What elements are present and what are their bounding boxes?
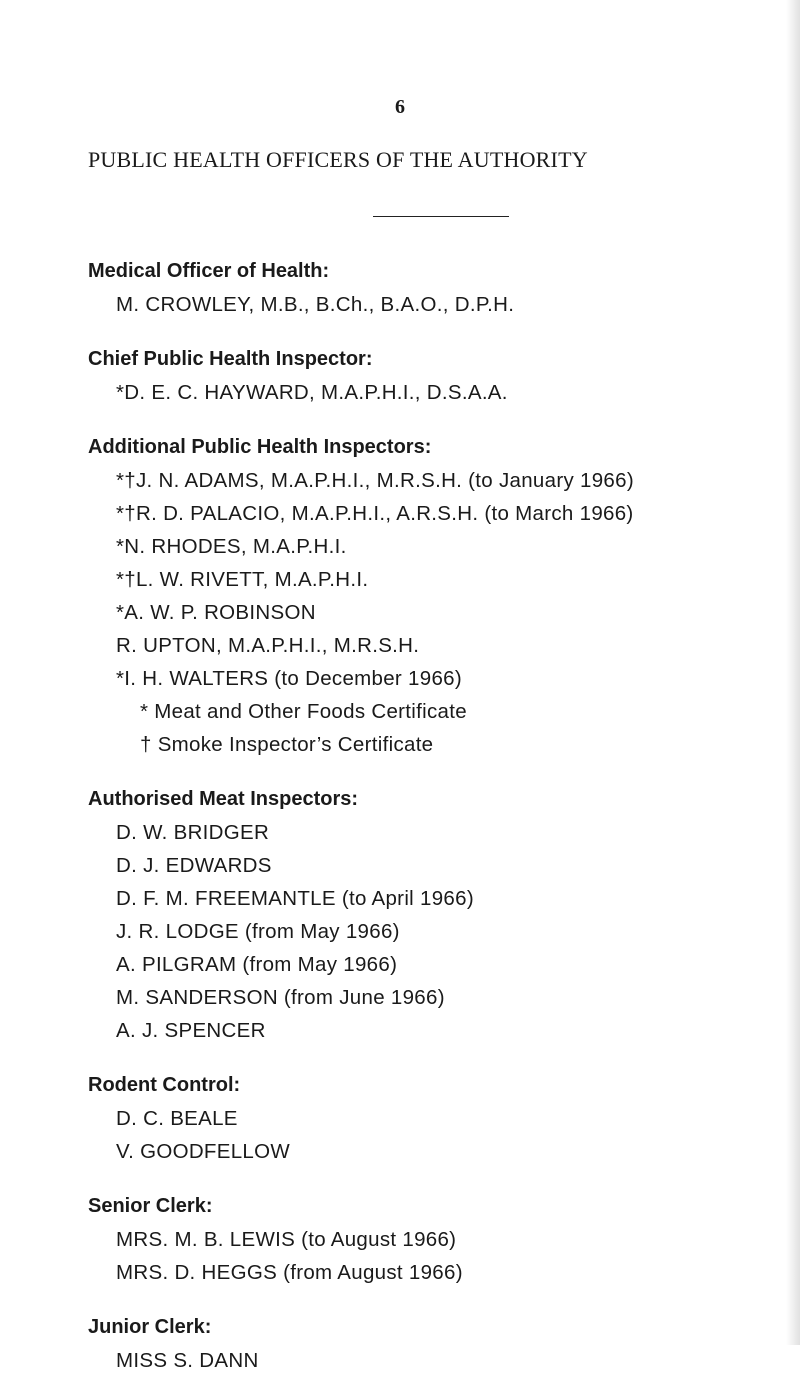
footnote-smoke-certificate: † Smoke Inspector’s Certificate [140,733,434,756]
section-senior-clerk [88,1190,778,1289]
list-item: D. F. M. FREEMANTLE (to April 1966) [116,887,474,910]
section-heading: Medical Officer of Health: [88,260,330,282]
list-item: *N. RHODES, M.A.P.H.I. [116,535,347,558]
list-item: A. PILGRAM (from May 1966) [116,953,398,976]
title-divider [373,216,509,217]
section-additional-inspectors [88,431,778,761]
list-item: V. GOODFELLOW [116,1140,291,1163]
list-item: D. C. BEALE [116,1107,238,1130]
section-heading: Senior Clerk: [88,1195,213,1217]
section-rodent-control [88,1069,778,1168]
list-item: *D. E. C. HAYWARD, M.A.P.H.I., D.S.A.A. [116,381,508,404]
section-heading: Additional Public Health Inspectors: [88,436,432,458]
list-item: *†R. D. PALACIO, M.A.P.H.I., A.R.S.H. (to March 1966) [116,502,634,525]
footnote-meat-certificate: * Meat and Other Foods Certificate [140,700,467,723]
list-item: M. SANDERSON (from June 1966) [116,986,445,1009]
list-item: A. J. SPENCER [116,1019,266,1042]
section-heading: Authorised Meat Inspectors: [88,788,359,810]
section-junior-clerk [88,1311,778,1377]
list-item: MISS S. DANN [116,1349,259,1372]
page-number: 6 [395,96,405,118]
section-heading: Chief Public Health Inspector: [88,348,373,370]
list-item: J. R. LODGE (from May 1966) [116,920,400,943]
list-item: *A. W. P. ROBINSON [116,601,316,624]
section-chief-inspector [88,343,778,409]
list-item: D. J. EDWARDS [116,854,272,877]
section-meat-inspectors [88,783,778,1047]
list-item: MRS. M. B. LEWIS (to August 1966) [116,1228,457,1251]
list-item: MRS. D. HEGGS (from August 1966) [116,1261,463,1284]
section-medical-officer [88,255,778,321]
page-title: PUBLIC HEALTH OFFICERS OF THE AUTHORITY [88,147,588,172]
list-item: D. W. BRIDGER [116,821,270,844]
section-heading: Rodent Control: [88,1074,241,1096]
list-item: R. UPTON, M.A.P.H.I., M.R.S.H. [116,634,420,657]
officers-list [88,255,778,1399]
list-item: M. CROWLEY, M.B., B.Ch., B.A.O., D.P.H. [116,293,515,316]
list-item: *†L. W. RIVETT, M.A.P.H.I. [116,568,369,591]
section-heading: Junior Clerk: [88,1316,212,1338]
list-item: *†J. N. ADAMS, M.A.P.H.I., M.R.S.H. (to January 1966) [116,469,634,492]
list-item: *I. H. WALTERS (to December 1966) [116,667,462,690]
page-edge-shadow [786,0,800,1345]
